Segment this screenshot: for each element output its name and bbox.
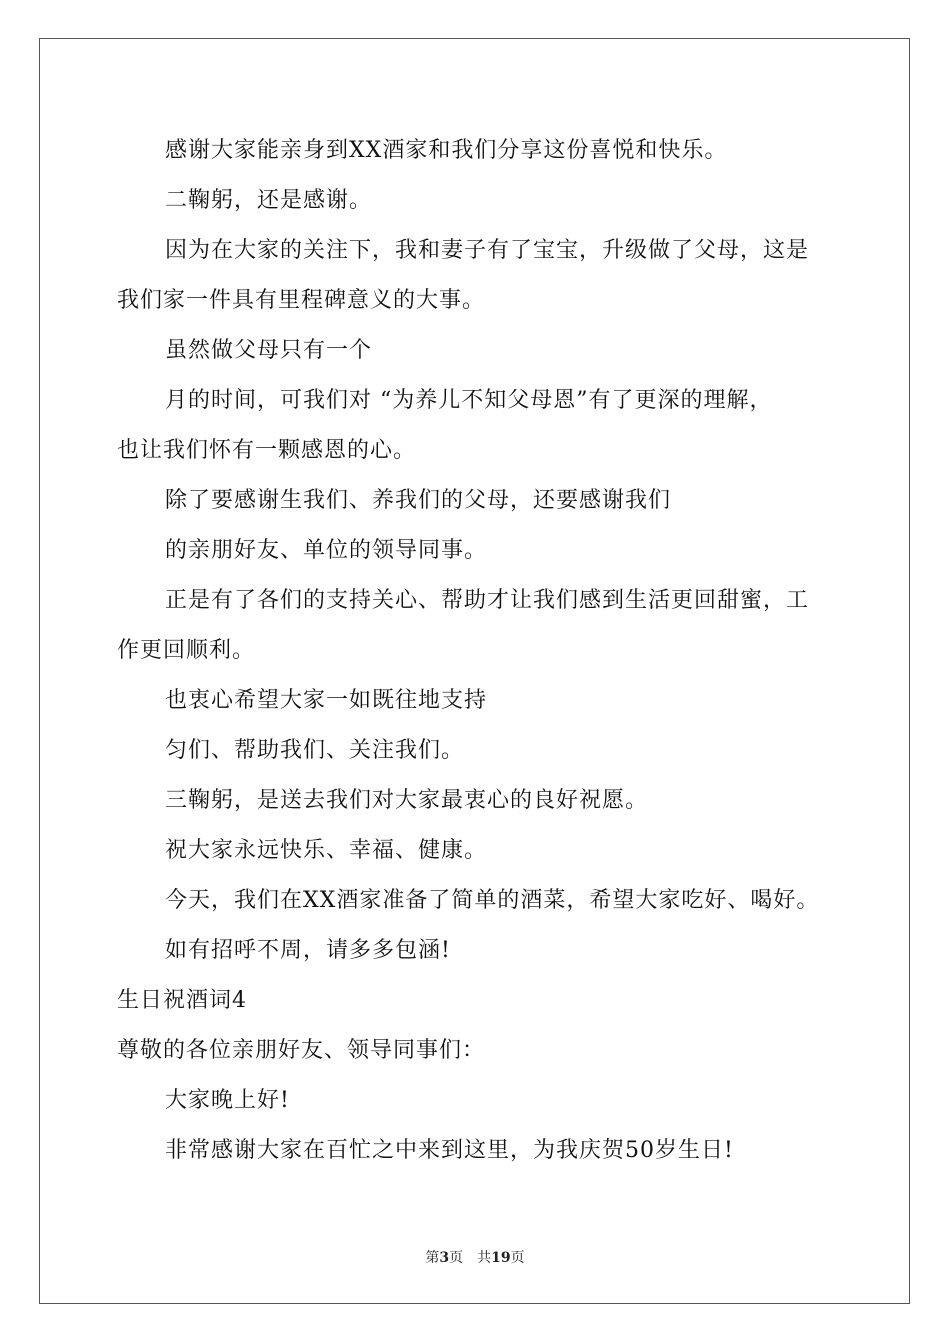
paragraph-line: 因为在大家的关注下，我和妻子有了宝宝，升级做了父母，这是 <box>165 238 810 263</box>
page-mid: 页 共 <box>449 1250 492 1266</box>
paragraph-line: 我们家一件具有里程碑意义的大事。 <box>117 288 486 313</box>
salutation: 尊敬的各位亲朋好友、领导同事们： <box>117 1038 486 1063</box>
page-suffix: 页 <box>510 1250 525 1266</box>
paragraph-line: 感谢大家能亲身到XX酒家和我们分享这份喜悦和快乐。 <box>165 138 728 163</box>
total-page-number: 19 <box>491 1250 511 1266</box>
paragraph-line: 也让我们怀有一颗感恩的心。 <box>117 438 417 463</box>
paragraph-line: 虽然做父母只有一个 <box>165 338 373 363</box>
paragraph-line: 如有招呼不周，请多多包涵! <box>165 938 451 963</box>
paragraph-line: 作更回顺利。 <box>117 638 256 663</box>
paragraph-line: 大家晚上好! <box>165 1088 290 1113</box>
paragraph-line: 正是有了各们的支持关心、帮助才让我们感到生活更回甜蜜，工 <box>165 588 810 613</box>
current-page-number: 3 <box>439 1250 450 1266</box>
paragraph-line: 三鞠躬，是送去我们对大家最衷心的良好祝愿。 <box>165 788 649 813</box>
paragraph-line: 也衷心希望大家一如既往地支持 <box>165 688 488 713</box>
paragraph-line: 祝大家永远快乐、幸福、健康。 <box>165 838 488 863</box>
paragraph-line: 匀们、帮助我们、关注我们。 <box>165 738 465 763</box>
paragraph-line: 月的时间，可我们对 “为养儿不知父母恩”有了更深的理解， <box>165 388 773 413</box>
paragraph-line: 今天，我们在XX酒家准备了简单的酒菜，希望大家吃好、喝好。 <box>165 888 820 913</box>
page-number-footer <box>0 1247 950 1267</box>
paragraph-line: 的亲朋好友、单位的领导同事。 <box>165 538 488 563</box>
paragraph-line: 除了要感谢生我们、养我们的父母，还要感谢我们 <box>165 488 672 513</box>
section-heading: 生日祝酒词4 <box>117 988 247 1013</box>
paragraph-line: 二鞠躬，还是感谢。 <box>165 188 373 213</box>
page-prefix: 第 <box>425 1250 440 1266</box>
paragraph-line: 非常感谢大家在百忙之中来到这里，为我庆贺50岁生日! <box>165 1138 734 1163</box>
